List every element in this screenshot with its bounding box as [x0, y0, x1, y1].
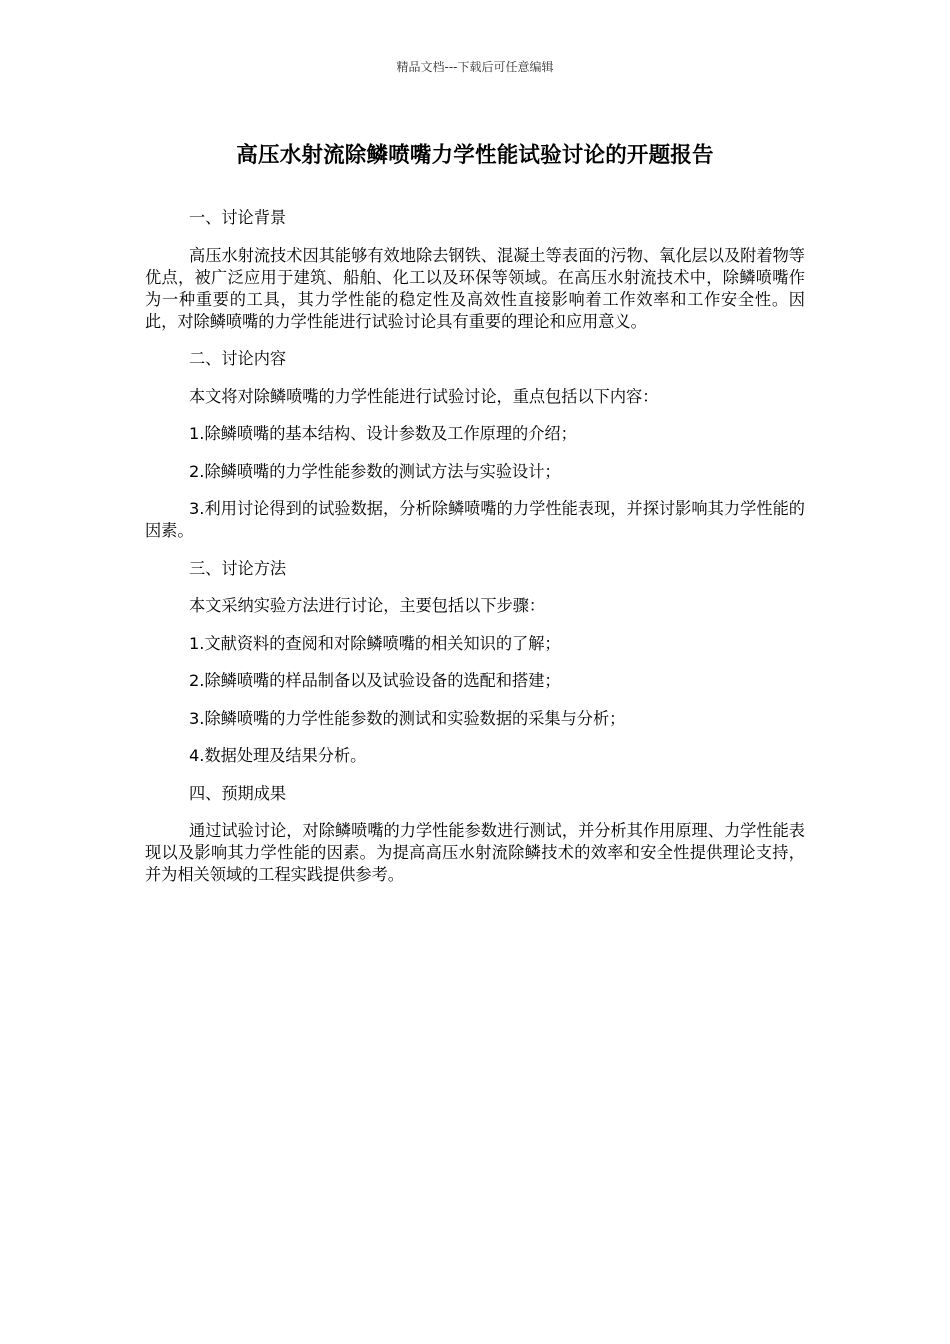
- section-heading-method: 三、讨论方法: [189, 558, 287, 578]
- section-heading-background: 一、讨论背景: [189, 208, 287, 227]
- method-item-2: 2.除鳞喷嘴的样品制备以及试验设备的选配和搭建；: [189, 671, 561, 690]
- section-heading-results: 四、预期成果: [189, 783, 287, 803]
- content-item-2: 2.除鳞喷嘴的力学性能参数的测试方法与实验设计；: [189, 461, 561, 481]
- method-item-4: 4.数据处理及结果分析。: [189, 746, 367, 765]
- method-intro: 本文采纳实验方法进行讨论，主要包括以下步骤：: [189, 596, 546, 615]
- method-item-3: 3.除鳞喷嘴的力学性能参数的测试和实验数据的采集与分析；: [189, 708, 626, 728]
- content-item-3: 3.利用讨论得到的试验数据，分析除鳞喷嘴的力学性能表现，并探讨影响其力学性能的因素。: [145, 499, 805, 540]
- results-paragraph: 通过试验讨论，对除鳞喷嘴的力学性能参数进行测试，并分析其作用原理、力学性能表现以及影响其力学性能的因素。为提高高压水射流除鳞技术的效率和安全性提供理论支持，并为相关领域的工程实践提供参考。: [145, 821, 805, 884]
- document-body: [145, 207, 805, 902]
- header-note: 精品文档---下载后可任意编辑: [396, 60, 554, 74]
- content-item-1: 1.除鳞喷嘴的基本结构、设计参数及工作原理的介绍；: [189, 424, 577, 443]
- content-intro: 本文将对除鳞喷嘴的力学性能进行试验讨论，重点包括以下内容：: [189, 386, 659, 406]
- page-title: 高压水射流除鳞喷嘴力学性能试验讨论的开题报告: [236, 143, 714, 168]
- section-heading-content: 二、讨论内容: [189, 349, 287, 368]
- background-paragraph: 高压水射流技术因其能够有效地除去钢铁、混凝土等表面的污物、氧化层以及附着物等优点，被广泛应用于建筑、船舶、化工以及环保等领域。在高压水射流技术中，除鳞喷嘴作为一种重要的工具，其力学性能的稳定性及高效性直接影响着工作效率和工作安全性。因此，对除鳞喷嘴的力学性能进行试验讨论具有重要的理论和应用意义。: [145, 245, 805, 331]
- method-item-1: 1.文献资料的查阅和对除鳞喷嘴的相关知识的了解；: [189, 633, 561, 653]
